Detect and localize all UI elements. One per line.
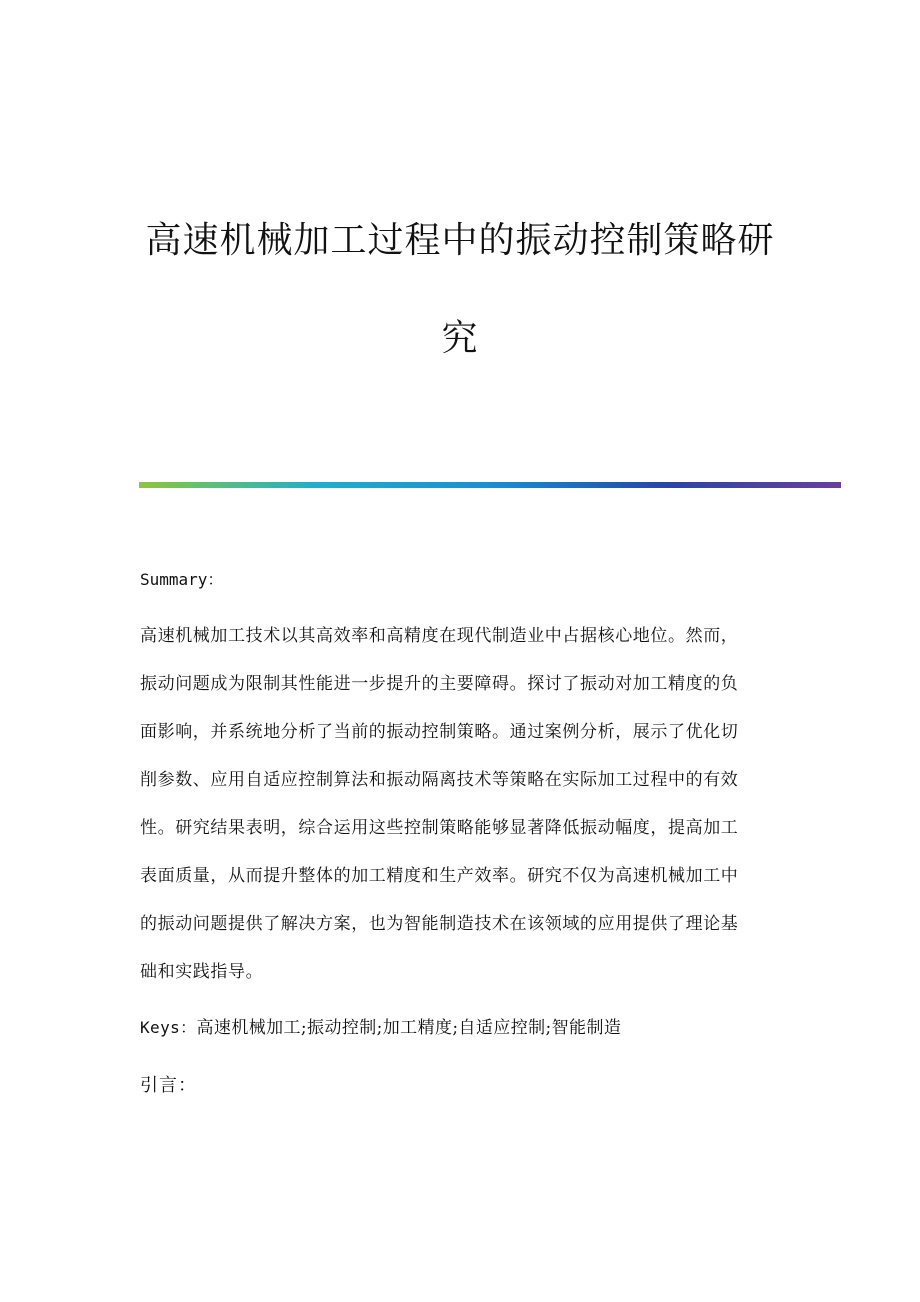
abstract-line: 础和实践指导。 <box>140 962 264 982</box>
abstract-line: 面影响，并系统地分析了当前的振动控制策略。通过案例分析，展示了优化切 <box>140 722 739 742</box>
summary-label: Summary： <box>140 570 224 589</box>
gradient-divider <box>139 482 841 488</box>
keywords-label: Keys： <box>140 1018 197 1037</box>
keywords-text: 高速机械加工;振动控制;加工精度;自适应控制;智能制造 <box>196 1018 622 1038</box>
abstract-body <box>140 620 780 1004</box>
abstract-line: 性。研究结果表明，综合运用这些控制策略能够显著降低振动幅度，提高加工 <box>140 818 739 838</box>
abstract-line: 振动问题成为限制其性能进一步提升的主要障碍。探讨了振动对加工精度的负 <box>140 674 739 694</box>
abstract-line: 削参数、应用自适应控制算法和振动隔离技术等策略在实际加工过程中的有效 <box>140 770 739 790</box>
abstract-line: 高速机械加工技术以其高效率和高精度在现代制造业中占据核心地位。然而， <box>140 626 739 646</box>
keywords-line <box>140 1014 621 1042</box>
abstract-line: 表面质量，从而提升整体的加工精度和生产效率。研究不仅为高速机械加工中 <box>140 866 739 886</box>
abstract-line: 的振动问题提供了解决方案，也为智能制造技术在该领域的应用提供了理论基 <box>140 914 739 934</box>
paper-title-line-2: 究 <box>441 318 479 359</box>
introduction-heading: 引言： <box>140 1075 197 1096</box>
paper-title-line-1: 高速机械加工过程中的振动控制策略研 <box>145 220 775 261</box>
